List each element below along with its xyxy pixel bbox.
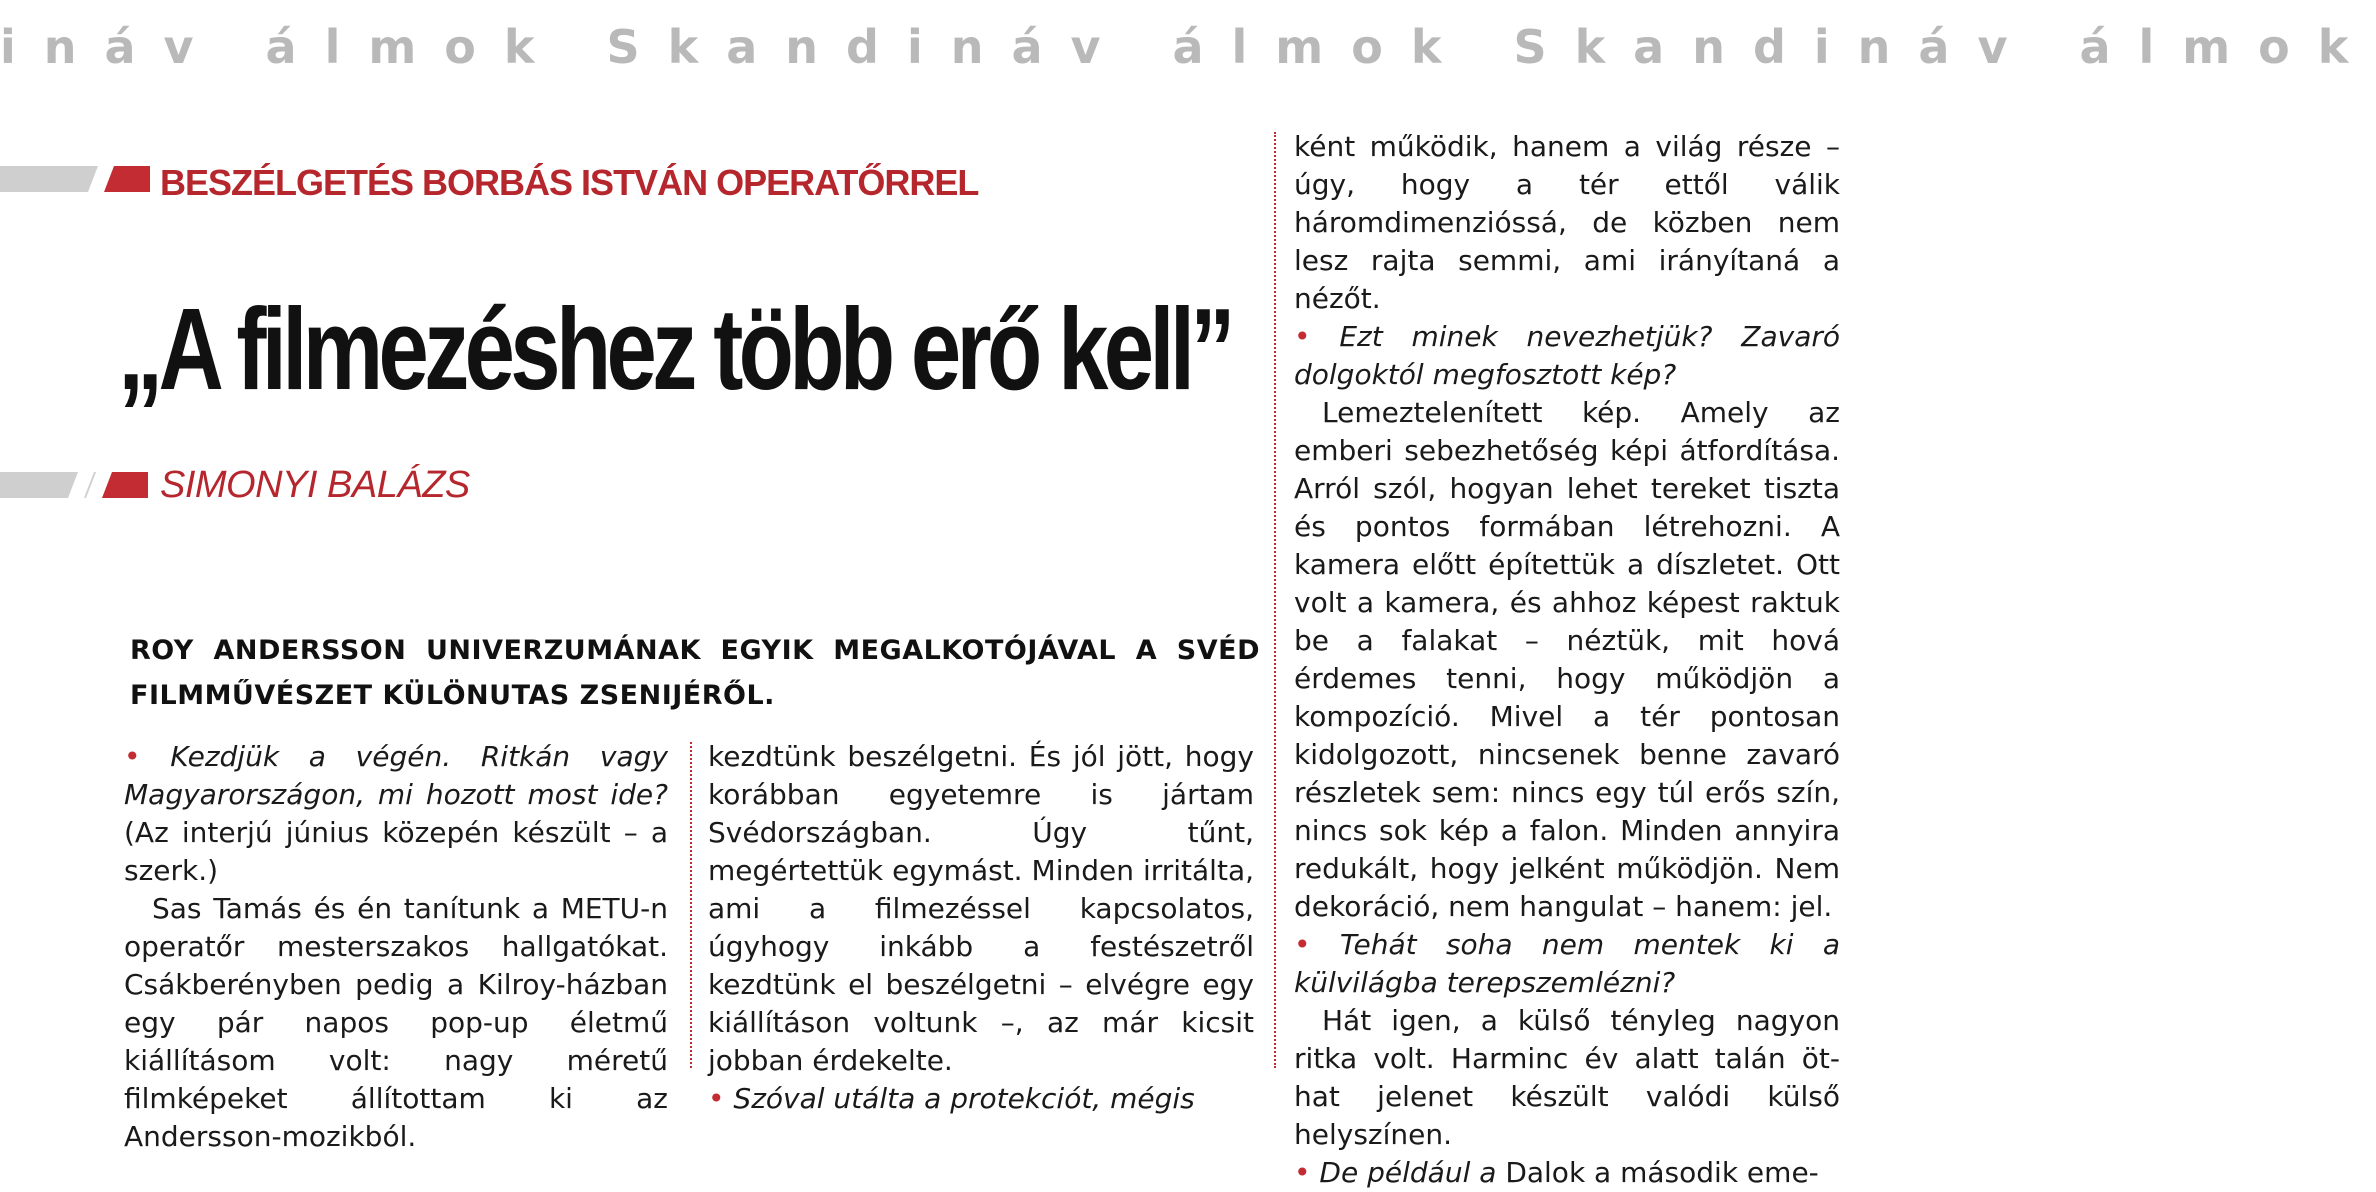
red-bar	[104, 166, 150, 192]
column-2	[708, 738, 1254, 1115]
question-text: Szóval utálta a protekciót, mégis	[733, 1082, 1195, 1115]
column-rule	[1274, 132, 1276, 1068]
red-bar	[102, 472, 148, 498]
column-3	[1294, 128, 1841, 1189]
gray-bar	[0, 166, 98, 192]
bullet-icon: •	[1294, 320, 1311, 353]
question	[708, 1080, 1254, 1118]
answer: Hát igen, a külső tényleg nagyon ritka volt. Harminc év alatt talán öt-hat jelenet készült valódi külső helyszínen.	[1294, 1004, 1840, 1151]
question-text: De például a	[1319, 1156, 1497, 1189]
answer: ként működik, hanem a világ része – úgy, hogy a tér ettől válik háromdimenzióssá, de közben nem lesz rajta semmi, ami irányítaná a nézőt.	[1294, 130, 1840, 315]
running-head: ináv álmok Skandináv álmok Skandináv álmok	[0, 20, 2376, 74]
question	[1294, 926, 1840, 1002]
author-decoration	[0, 470, 148, 500]
kicker-decoration	[0, 164, 150, 194]
lead-paragraph: ROY ANDERSSON UNIVERZUMÁNAK EGYIK MEGALKOTÓJÁVAL A SVÉD FILMMŰVÉSZET KÜLÖNUTAS ZSENIJÉRŐL.	[130, 635, 1260, 711]
answer: kezdtünk beszélgetni. És jól jött, hogy korábban egyetemre is jártam Svédországban. Úgy tűnt, megértettük egymást. Minden irritálta, ami a filmezéssel kapcsolatos, úgyhogy inkább a festészetről kezdtünk el beszélgetni – elvégre egy kiállításon voltunk –, az már kicsit jobban érdekelte.	[708, 740, 1254, 1077]
bullet-icon: •	[708, 1082, 725, 1115]
bullet-icon: •	[124, 740, 141, 773]
answer: Sas Tamás és én tanítunk a METU-n operatőr mesterszakos hallgatókat. Csákberényben pedig a Kilroy-házban egy pár napos pop-up életmű kiállításom volt: nagy méretű filmképeket állítottam ki az Andersson-mozikból.	[124, 892, 668, 1153]
column-1	[124, 738, 668, 1153]
gray-bar	[0, 472, 78, 498]
kicker: BESZÉLGETÉS BORBÁS ISTVÁN OPERATŐRREL	[160, 162, 979, 203]
question	[1294, 1154, 1840, 1192]
question-text: Kezdjük a végén. Ritkán vagy Magyarországon, mi hozott most ide?	[124, 740, 668, 811]
answer: Lemeztelenített kép. Amely az emberi sebezhetőség képi átfordítása. Arról szól, hogyan lehet tereket tiszta és pontos formában létrehozni. A kamera előtt építettük a díszletet. Ott volt a kamera, és ahhoz képest raktuk be a falakat – néztük, mit hová érdemes tenni, hogy működjön a kompozíció. Mivel a tér pontosan kidolgozott, nincsenek benne zavaró részletek sem: nincs egy túl erős szín, nincs sok kép a falon. Minden annyira redukált, hogy jelként működjön. Nem dekoráció, nem hangulat – hanem: jel.	[1294, 396, 1840, 923]
question	[1294, 318, 1840, 394]
question-text: Tehát soha nem mentek ki a külvilágba terepszemlézni?	[1294, 928, 1840, 999]
author: SIMONYI BALÁZS	[160, 464, 470, 506]
headline: „A filmezéshez több erő kell”	[118, 284, 1231, 414]
film-title: Dalok a második eme-	[1505, 1156, 1819, 1189]
editor-note: (Az interjú június közepén készült – a szerk.)	[124, 816, 668, 887]
bullet-icon: •	[1294, 928, 1311, 961]
bullet-icon: •	[1294, 1156, 1311, 1189]
gray-slash	[84, 472, 96, 498]
question	[124, 738, 668, 890]
question-text: Ezt minek nevezhetjük? Zavaró dolgoktól megfosztott kép?	[1294, 320, 1841, 391]
column-rule	[690, 742, 692, 1068]
